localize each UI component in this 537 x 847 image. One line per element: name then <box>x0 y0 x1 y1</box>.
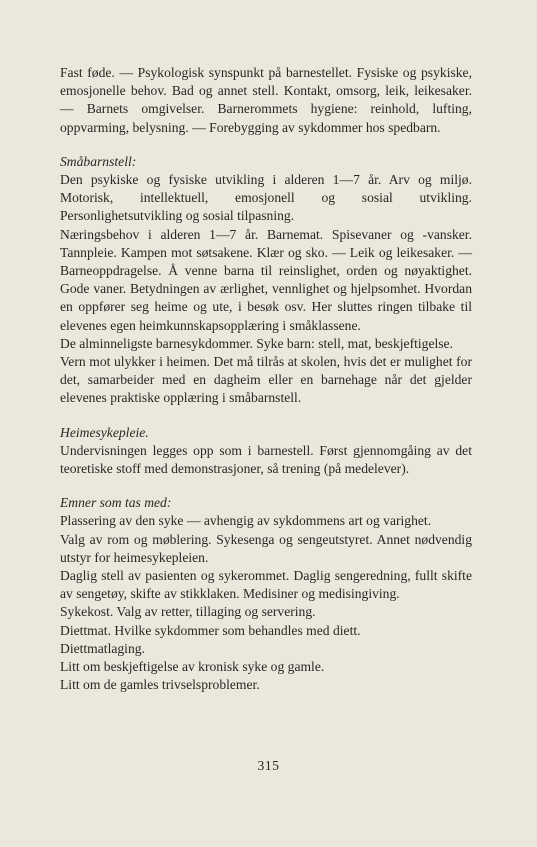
smabarnstell-paragraph-4: Vern mot ulykker i heimen. Det må tilrås at skolen, hvis det er mulighet for det, samarbeider med en dagheim eller en barnehage når det gjelder elevenes praktiske opplæring i småbarnstell. <box>60 354 472 406</box>
section-heading-emner: Emner som tas med: <box>60 495 172 511</box>
section-gap <box>60 408 472 424</box>
emner-paragraph-6: Diettmatlaging. <box>60 640 145 656</box>
heimesykepleie-paragraph-1: Undervisningen legges opp som i barnestell. Først gjennomgåing av det teoretiske stoff med demonstrasjoner, så trening (på medelever). <box>60 442 472 477</box>
smabarnstell-paragraph-2: Næringsbehov i alderen 1—7 år. Barnemat. Spisevaner og -vansker. Tannpleie. Kampen mot søtsakene. Klær og sko. — Leik og leikesaker. — Barneoppdragelse. Å venne barna til reinslighet, orden og nøyaktighet. Gode vaner. Betydningen av ærlighet, vennlighet og hjelpsomhet. Hvordan en oppfører seg heime og ute, i besøk osv. Her sluttes ringen tilbake til elevenes egen heimkunnskapsopplæring i småklassene. <box>60 226 472 333</box>
smabarnstell-paragraph-1: Den psykiske og fysiske utvikling i alderen 1—7 år. Arv og miljø. Motorisk, intellektuell, emosjonell og sosial utvikling. Personlighetsutvikling og sosial tilpasning. <box>60 172 472 224</box>
emner-paragraph-8: Litt om de gamles trivselsproblemer. <box>60 677 260 693</box>
emner-paragraph-1: Plassering av den syke — avhengig av sykdommens art og varighet. <box>60 513 432 529</box>
emner-paragraph-3: Daglig stell av pasienten og sykerommet. Daglig sengeredning, fullt skifte av sengetøy, skifte av stikklaken. Medisiner og medisingiving. <box>60 568 472 602</box>
body-text <box>60 64 472 695</box>
section-heading-smabarnstell: Småbarnstell: <box>60 153 137 169</box>
section-gap <box>60 478 472 494</box>
section-heading-heimesykepleie: Heimesykepleie. <box>60 424 149 440</box>
page-number: 315 <box>257 758 280 773</box>
smabarnstell-paragraph-3: De alminneligste barnesykdommer. Syke barn: stell, mat, beskjeftigelse. <box>60 335 453 351</box>
emner-paragraph-7: Litt om beskjeftigelse av kronisk syke og gamle. <box>60 659 325 675</box>
intro-paragraph: Fast føde. — Psykologisk synspunkt på barnestellet. Fysiske og psykiske, emosjonelle behov. Bad og annet stell. Kontakt, omsorg, leik, leikesaker. — Barnets omgivelser. Barnerommets hygiene: reinhold, lufting, oppvarming, belysning. — Forebygging av sykdommer hos spedbarn. <box>60 65 472 135</box>
section-gap <box>60 137 472 153</box>
emner-paragraph-2: Valg av rom og møblering. Sykesenga og sengeutstyret. Annet nødvendig utstyr for heimesykepleien. <box>60 531 472 565</box>
emner-paragraph-4: Sykekost. Valg av retter, tillaging og servering. <box>60 604 316 620</box>
emner-paragraph-5: Diettmat. Hvilke sykdommer som behandles med diett. <box>60 622 361 638</box>
